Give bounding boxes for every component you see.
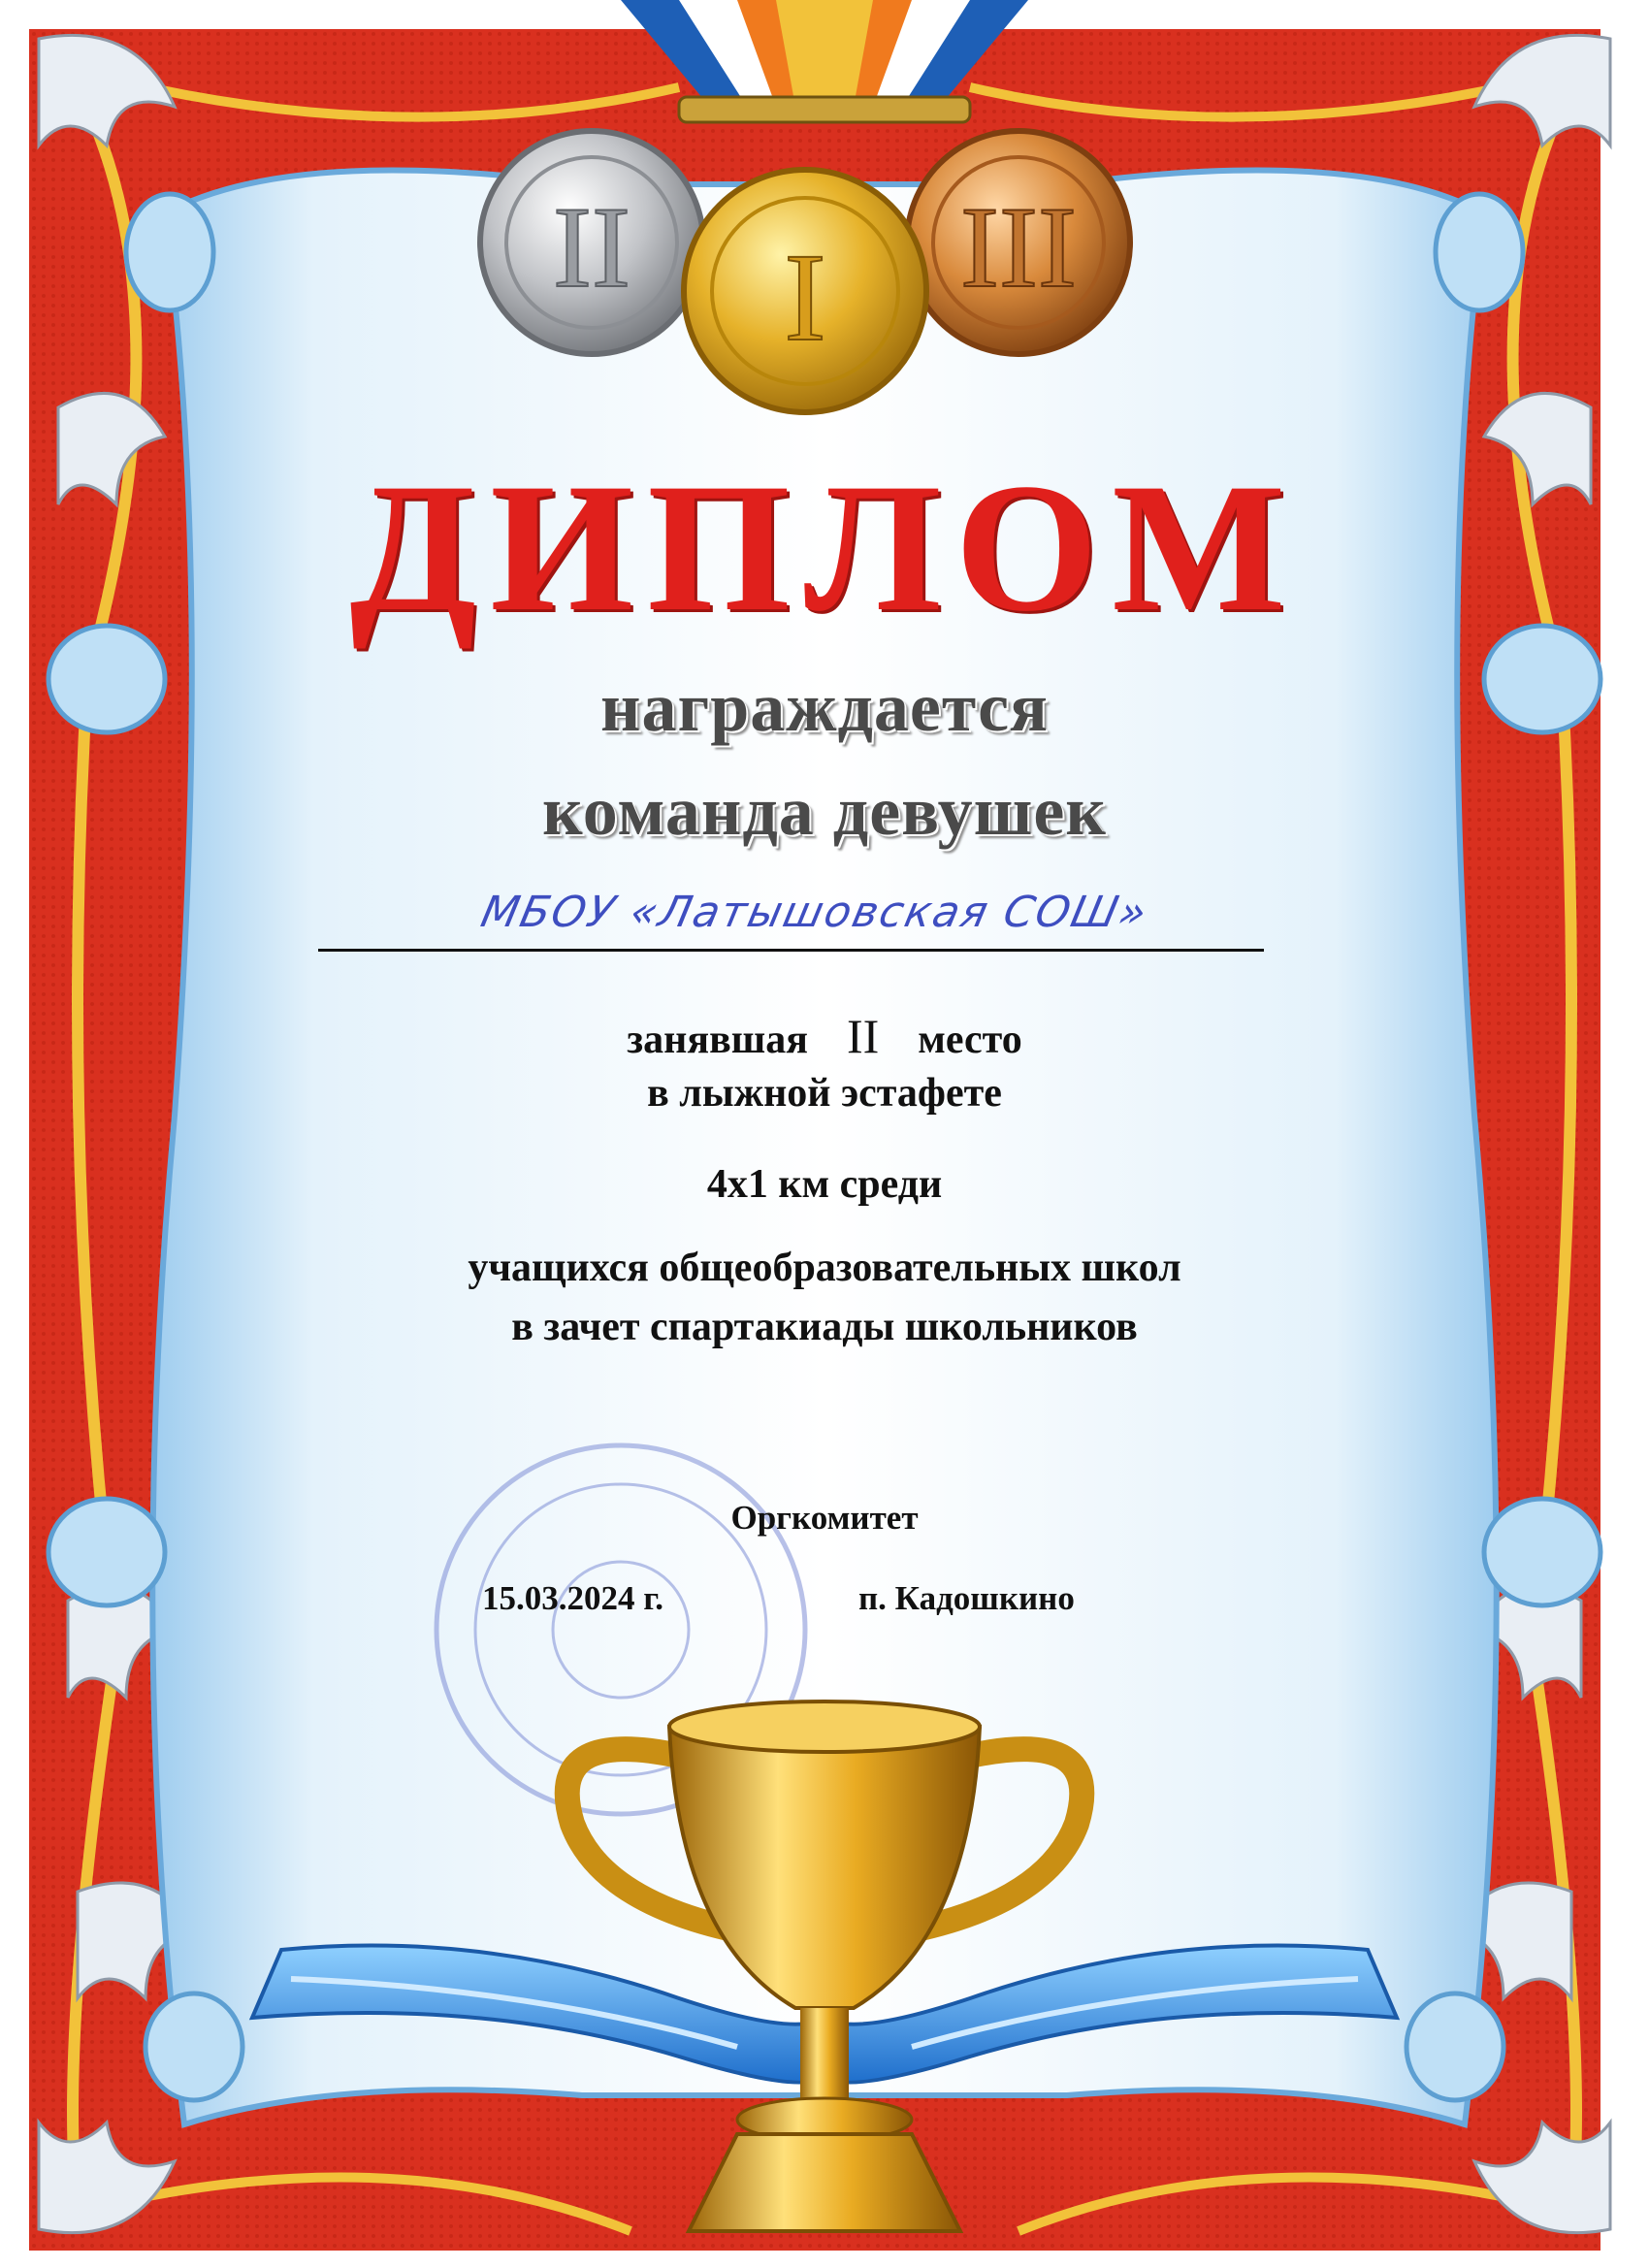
medal-gold-icon xyxy=(684,170,926,412)
organizer-label: Оргкомитет xyxy=(730,1499,919,1537)
handwritten-school-name: МБОУ «Латышовская СОШ» xyxy=(476,888,1153,937)
place-roman: II xyxy=(846,1009,880,1063)
awarded-label: награждается xyxy=(600,668,1049,746)
event-line-3: учащихся общеобразовательных школ xyxy=(468,1246,1181,1290)
event-line-4: в зачет спартакиады школьников xyxy=(511,1305,1138,1349)
medal-ribbon xyxy=(621,0,1028,122)
date-label: 15.03.2024 г. xyxy=(482,1579,663,1617)
place-prefix: занявшая xyxy=(627,1018,808,1062)
place-suffix: место xyxy=(918,1018,1022,1062)
medal-silver-icon xyxy=(480,131,703,354)
svg-text:II: II xyxy=(553,182,630,311)
event-line-1: в лыжной эстафете xyxy=(647,1071,1002,1116)
medal-bronze-icon xyxy=(907,131,1130,354)
event-line-2: 4х1 км среди xyxy=(706,1162,943,1207)
svg-text:I: I xyxy=(784,228,826,368)
place-line xyxy=(0,1007,1649,1065)
location-label: п. Кадошкино xyxy=(858,1579,1075,1617)
recipient-label: команда девушек xyxy=(542,772,1107,850)
diploma-title: ДИПЛОМ xyxy=(349,446,1300,650)
svg-text:III: III xyxy=(960,182,1077,311)
signature-line xyxy=(318,949,1264,952)
